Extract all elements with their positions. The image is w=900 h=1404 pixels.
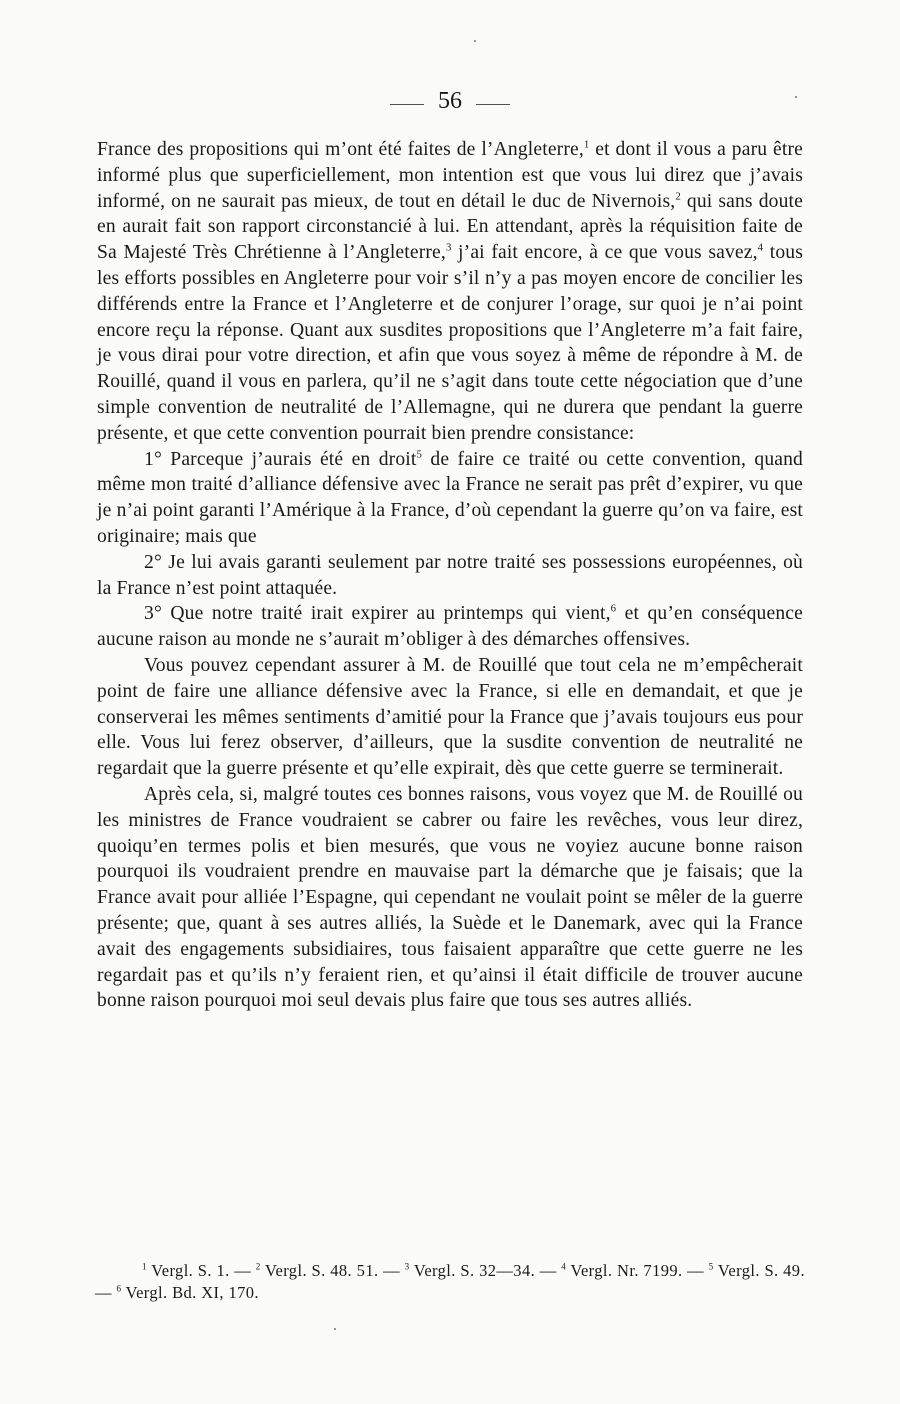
footnote-ref: 3 bbox=[445, 241, 452, 254]
footnote-ref: 1 bbox=[142, 1261, 147, 1272]
text-run: j’ai fait encore, à ce que vous savez, bbox=[451, 242, 758, 264]
text-run: Vergl. S. 32—34. — bbox=[409, 1261, 562, 1280]
text-run: 3° Que notre traité irait expirer au printemps qui vient, bbox=[144, 603, 611, 625]
footnote-ref: 5 bbox=[416, 448, 423, 461]
text-run: France des propositions qui m’ont été faites de l’Angleterre, bbox=[97, 139, 584, 160]
body-text bbox=[97, 137, 803, 1014]
footnote-ref: 1 bbox=[583, 138, 590, 151]
page-number: 56 bbox=[438, 88, 462, 114]
footnote-ref: 5 bbox=[708, 1261, 714, 1272]
text-run: Vergl. S. 49. — bbox=[95, 1261, 805, 1302]
paragraph bbox=[97, 550, 803, 602]
paper-speck bbox=[474, 40, 476, 42]
text-run: Vergl. Bd. XI, 170. bbox=[121, 1283, 259, 1302]
footnote-ref: 4 bbox=[561, 1261, 567, 1272]
text-run: qui sans doute en aurait fait son rapport circonstancié à lui. En attendant, après la réquisition faite de Sa Majesté Très Chrétienne à l’Angleterre, bbox=[97, 190, 804, 264]
paragraph bbox=[97, 447, 803, 550]
text-run: Après cela, si, malgré toutes ces bonnes raisons, vous voyez que M. de Rouillé ou les ministres de France voudraient se cabrer ou faire les revêches, vous leur direz, quoiqu’en termes polis et bien mesurés, que vous ne voyiez aucune bonne raison pourquoi ils voudraient prendre en mauvaise part la démarche que je faisais; que la France avait pour alliée l’Espagne, qui cependant ne voulait point se mêler de la guerre présente; que, quant à ses autres alliés, la Suède et le Danemark, avec qui la France avait des engagements subsidiaires, tous faisaient apparaître que cette guerre ne les regardait pas et qu’ils n’y feraient rien, et qu’ainsi il était difficile de trouver aucune bonne raison pourquoi moi seul devais plus faire que tous ses autres alliés. bbox=[97, 783, 803, 1012]
text-run: Vergl. Nr. 7199. — bbox=[566, 1261, 709, 1280]
footnote-ref: 6 bbox=[116, 1283, 122, 1294]
paragraph bbox=[97, 653, 803, 782]
paper-speck bbox=[334, 1328, 336, 1330]
footnote-ref: 4 bbox=[757, 241, 764, 254]
paragraph bbox=[97, 137, 803, 447]
text-run: Vous pouvez cependant assurer à M. de Rouillé que tout cela ne m’empêcherait point de faire une alliance défensive avec la France, si elle en demandait, et que je conserverai les mêmes sentiments d’amitié pour la France que j’avais toujours eus pour elle. Vous lui ferez observer, d’ailleurs, que la susdite convention de neutralité ne regardait que la guerre présente et qu’elle expirait, dès que cette guerre se terminerait. bbox=[97, 654, 803, 780]
footnote-ref: 2 bbox=[255, 1261, 261, 1272]
text-run: et dont il vous a paru être informé plus que superficiellement, mon intention est que vous lui direz que j’avais informé, on ne saurait pas mieux, de tout en détail le duc de Nivernois, bbox=[97, 139, 803, 212]
text-run: 1° Parceque j’aurais été en droit bbox=[144, 448, 417, 470]
footnotes bbox=[95, 1260, 805, 1304]
paragraph bbox=[97, 601, 803, 653]
text-run: et qu’en conséquence aucune raison au monde ne s’aurait m’obliger à des démarches offensives. bbox=[97, 603, 803, 651]
text-run: Vergl. S. 1. — bbox=[146, 1261, 256, 1280]
text-run: Vergl. S. 48. 51. — bbox=[260, 1261, 405, 1280]
text-run: tous les efforts possibles en Angleterre pour voir s’il n’y a pas moyen encore de concilier les différends entre la France et l’Angleterre et de conjurer l’orage, sur quoi je n’ai point encore reçu la réponse. Quant aux susdites propositions que l’Angleterre m’a fait faire, je vous dirai pour votre direction, et afin que vous soyez à même de répondre à M. de Rouillé, quand il vous en parlera, qu’il ne s’agit dans toute cette négociation que d’une simple convention de neutralité de l’Allemagne, qui ne durera que pendant la guerre présente, et que cette convention pourrait bien prendre consistance: bbox=[97, 242, 804, 444]
header-rule-right bbox=[476, 104, 510, 105]
text-run: 2° Je lui avais garanti seulement par notre traité ses possessions européennes, où la France n’est point attaquée. bbox=[97, 551, 803, 599]
text-run: de faire ce traité ou cette convention, quand même mon traité d’alliance défensive avec la France ne serait pas prêt d’expirer, vu que je n’ai point garanti l’Amérique à la France, d’où cependant la guerre qu’on va faire, est originaire; mais que bbox=[97, 448, 804, 547]
footnote-ref: 2 bbox=[675, 190, 681, 203]
paragraph bbox=[97, 782, 803, 1014]
header-rule-left bbox=[390, 104, 424, 105]
footnote-ref: 3 bbox=[404, 1261, 410, 1272]
footnote-line bbox=[95, 1260, 805, 1304]
footnote-ref: 6 bbox=[610, 602, 617, 615]
page-header bbox=[0, 88, 900, 115]
